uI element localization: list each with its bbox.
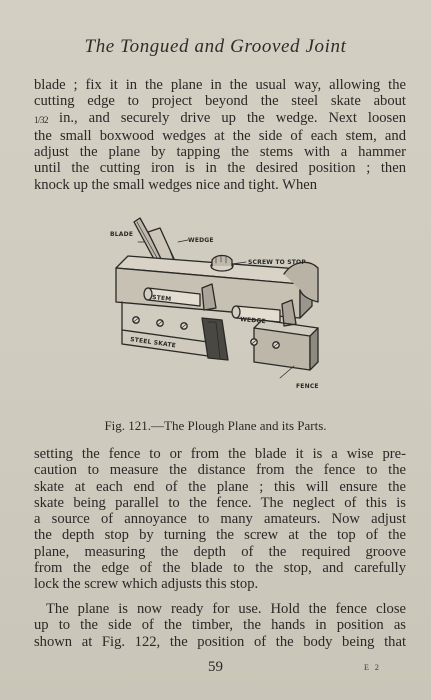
text-line: setting the fence to or from the blade it is a wise pre- xyxy=(34,446,406,462)
running-head: The Tongued and Grooved Joint xyxy=(84,36,347,57)
text-line: The plane is now ready for use. Hold the fence close xyxy=(46,601,406,617)
text-line: skate being parallel to the fence. The neglect of this is xyxy=(34,494,406,511)
text-line: blade ; fix it in the plane in the usual way, allowing the xyxy=(34,77,406,93)
text-line: lock the screw which adjusts this stop. xyxy=(34,576,259,593)
text-line: the small boxwood wedges at the side of each stem, and xyxy=(34,127,406,144)
text-line: plane, measuring the depth of the required groove xyxy=(34,543,406,560)
text-line: the depth stop by turning the screw at the top of the xyxy=(34,527,406,544)
text-line: skate at each end of the plane ; this will ensure the xyxy=(34,478,406,495)
text-line: caution to measure the distance from the fence to the xyxy=(34,462,406,479)
text-line: up to the side of the timber, the hands in position as xyxy=(34,617,406,634)
label-screw-to-stop: SCREW TO STOP xyxy=(248,259,306,266)
fraction: 1/32 xyxy=(34,114,49,125)
text-line: knock up the small wedges nice and tight. When xyxy=(34,176,318,193)
figure-caption: Fig. 121.—The Plough Plane and its Parts. xyxy=(104,418,327,433)
text-line: cutting edge to project beyond the steel skate about xyxy=(34,93,406,110)
label-stem: STEM xyxy=(151,294,172,304)
label-blade: BLADE xyxy=(110,231,134,238)
page-number: 59 xyxy=(208,659,223,675)
label-fence: FENCE xyxy=(296,383,319,390)
plough-plane-illustration xyxy=(104,210,336,415)
text-line: adjust the plane by tapping the stems with a hammer xyxy=(34,144,406,161)
text-line: until the cutting iron is in the desired position ; then xyxy=(34,160,406,177)
paragraph-3 xyxy=(34,601,406,650)
paragraph-1 xyxy=(34,77,406,193)
text-line: from the edge of the blade to the stop, and carefully xyxy=(34,560,406,577)
printer-signature: E 2 xyxy=(364,663,381,672)
plough-plane-figure xyxy=(104,210,336,415)
text-line: shown at Fig. 122, the position of the body being that xyxy=(34,633,406,650)
label-wedge-top: WEDGE xyxy=(188,237,214,244)
label-steel-skate: STEEL SKATE xyxy=(129,336,177,350)
label-wedge-side: WEDGE xyxy=(239,316,267,326)
text-line: a source of annoyance to many amateurs. Now adjust xyxy=(34,511,406,528)
text-line-with-fraction xyxy=(34,110,406,128)
text-line-rest: in., and securely drive up the wedge. Next loosen xyxy=(59,109,406,126)
paragraph-2 xyxy=(34,446,406,593)
